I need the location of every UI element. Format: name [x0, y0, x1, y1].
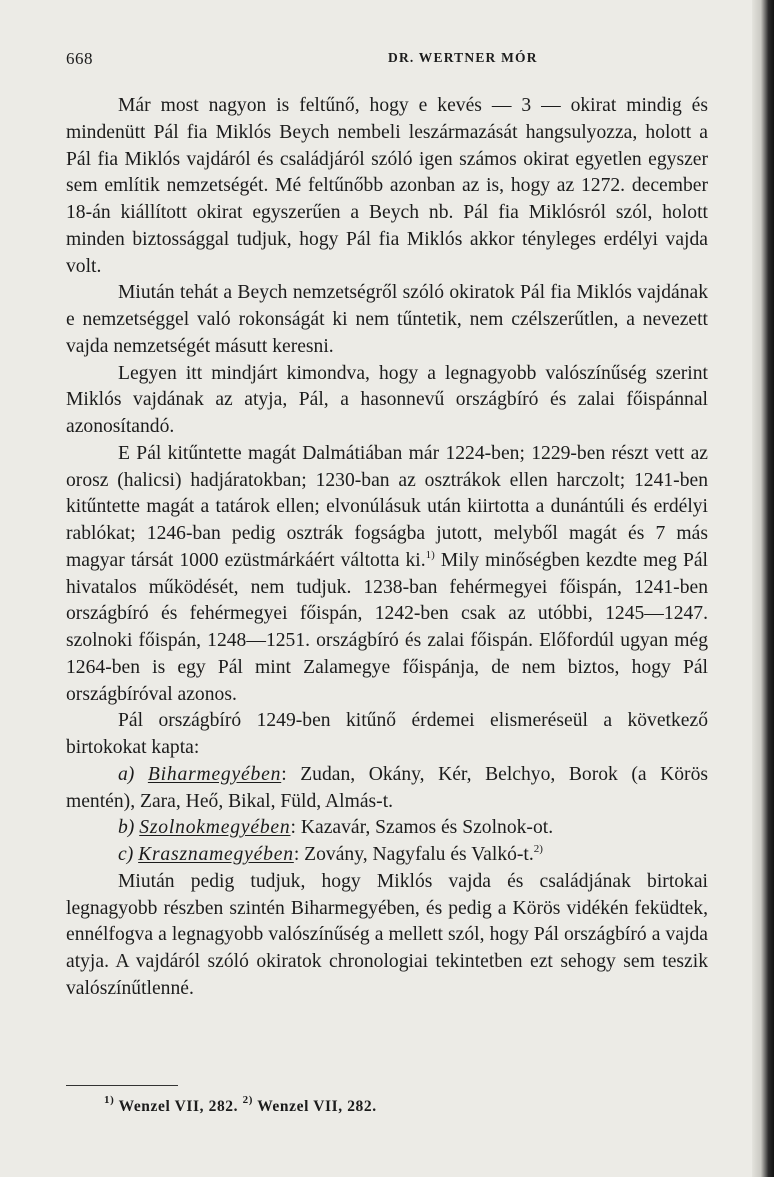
page-number: 668 [66, 49, 93, 68]
paragraph: Miután tehát a Beych nemzetségről szóló okiratok Pál fia Miklós vajdának e nemzetséggel való rokonságát ki nem tűntetik, nem czélszerűtlen, a nevezett vajda nemzetségét másutt keresni. [66, 282, 708, 357]
footnote-ref: 1) [425, 548, 435, 561]
paragraph: Már most nagyon is feltűnő, hogy e kevés — 3 — okirat mindig és mindenütt Pál fia Miklós Beych nembeli leszármazását hangsulyozza, holott a Pál fia Miklós vajdáról és családjáról szóló igen számos okirat egyetlen egyszer sem említik nemzetségét. Mé feltűnőbb azonban az is, hogy az 1272. december 18-án kiállított okirat egyszerűen a Beych nb. Pál fia Miklósról szól, holott minden biztossággal tudjuk, hogy Pál fia Miklós akkor tényleges erdélyi vajda volt. [66, 95, 708, 277]
footnote-marker: 1) [104, 1094, 115, 1106]
footnote-ref: 2) [533, 843, 543, 855]
county-name: Krasznamegyében [138, 844, 294, 865]
paragraph: Legyen itt mindjárt kimondva, hogy a legnagyobb valószínűség szerint Miklós vajdának az atyja, Pál, a hasonnevű országbíró és zalai főispánnal azonosítandó. [66, 362, 708, 437]
footnote-text: Wenzel VII, 282. [118, 1098, 239, 1115]
list-item: b) Szolnokmegyében: Kazavár, Szamos és Szolnok-ot. [118, 817, 554, 839]
page-header [66, 49, 702, 73]
footnote-text: Wenzel VII, 282. [257, 1098, 377, 1115]
list-item: c) Krasznamegyében: Zovány, Nagyfalu és Valkó-t.$^{2)}$ [118, 843, 543, 865]
paragraph: Miután pedig tudjuk, hogy Miklós vajda és családjának birtokai legnagyobb részben szintén Biharmegyében, és pedig a Körös vidékén feküdtek, ennélfogva a legnagyobb valószínűség a mellett szól, hogy Pál országbíró a vajda atyja. A vajdáról szóló okiratok chronologiai tekintetben ezt sehogy sem teszik valószínűtlenné. [66, 870, 708, 999]
place-list: Zovány, Nagyfalu és Valkó-t. [304, 844, 534, 865]
county-name: Biharmegyében [147, 763, 282, 785]
paragraph-text: E Pál kitűntette magát Dalmátiában már 1224-ben; 1229-ben részt vett az orosz (halicsi) hadjáratokban; 1230-ban az osztrákok ellen harczolt; 1241-ben kitűntette magát a tatárok ellen; elvonúlásuk után kiirtotta a dunántúli és erdélyi rablókat; 1246-ban pedig osztrák fogságba jutott, melyből magát és 7 más magyar társát 1000 ezüstmárkáért váltotta ki. [66, 442, 708, 571]
footnote-divider [66, 1085, 178, 1086]
footnote-marker: 2) [242, 1094, 253, 1106]
list-marker: b) [118, 817, 135, 839]
book-binding-edge [752, 0, 774, 1177]
paragraph-text: Mily minőségben kezdte meg Pál hivatalos működését, nem tudjuk. 1238-ban fehérmegyei főispán, 1241-ben országbíró és fehérmegyei főispán, 1242-ben csak az utóbbi, 1245—1247. szolnoki főispán, 1248—1251. országbíró és zalai főispán. Előfordúl ugyan még 1264-ben is egy Pál mint Zalamegye főispánja, de nem biztos, hogy Pál országbíróval azonos. [66, 549, 708, 705]
list-item: a) Biharmegyében: Zudan, Okány, Kér, Belchyo, Borok (a Körös mentén), Zara, Heő, Bikal, Füld, Almás-t. [66, 763, 708, 812]
place-list: Kazavár, Szamos és Szolnok-ot. [300, 817, 554, 839]
list-marker: c) [118, 844, 134, 865]
paragraph [66, 441, 708, 709]
paragraph: Pál országbíró 1249-ben kitűnő érdemei elismeréseül a következő birtokokat kapta: [66, 710, 708, 758]
county-name: Szolnokmegyében [139, 817, 291, 839]
running-head: DR. WERTNER MÓR [388, 50, 538, 65]
body-text [66, 93, 708, 1003]
footnotes [104, 1094, 377, 1116]
place-list: Zudan, Okány, Kér, Belchyo, Borok (a Körös mentén), Zara, Heő, Bikal, Füld, Almás-t. [66, 763, 708, 812]
list-marker: a) [118, 763, 135, 785]
